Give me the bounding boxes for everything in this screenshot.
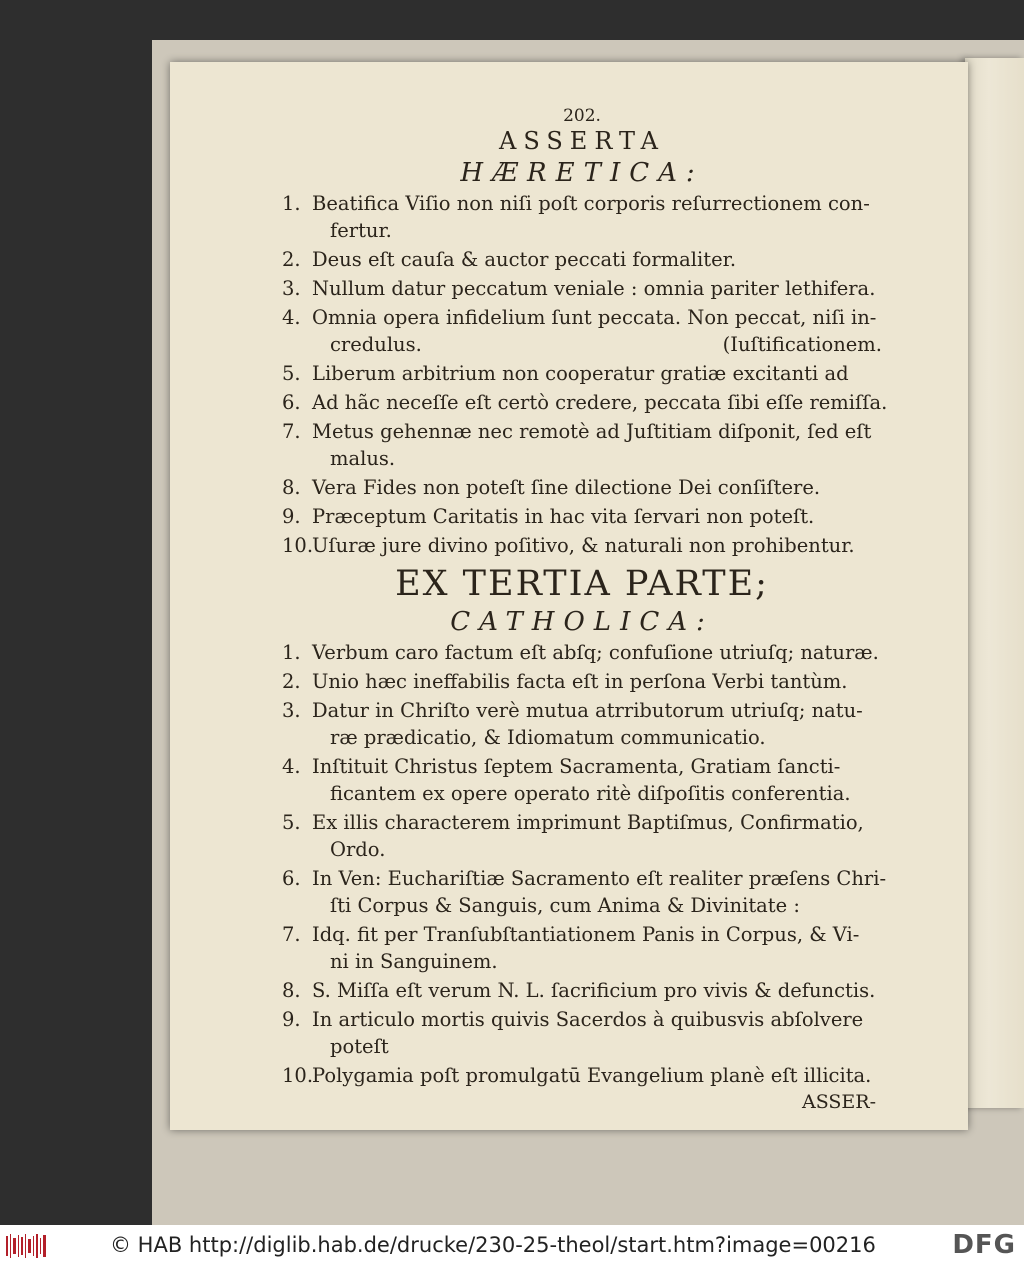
item-number: 3. bbox=[282, 699, 301, 722]
book-page bbox=[170, 62, 968, 1130]
list-item bbox=[282, 639, 882, 666]
heretica-list bbox=[282, 190, 888, 559]
item-line: Uſuræ jure divino poſitivo, & naturali non prohibentur. bbox=[312, 534, 855, 557]
item-number: 10. bbox=[282, 1064, 314, 1087]
item-line: In Ven: Euchariſtiæ Sacramento eſt realiter præſens Chri- bbox=[312, 867, 887, 890]
item-line: Ordo. bbox=[330, 838, 386, 861]
list-item bbox=[282, 1062, 882, 1089]
item-line: ficantem ex opere operato ritè diſpoſitis conferentia. bbox=[330, 782, 851, 805]
item-line: malus. bbox=[330, 447, 396, 470]
item-line: Verbum caro factum eſt abſq; confuſione utriuſq; naturæ. bbox=[312, 641, 879, 664]
item-number: 9. bbox=[282, 505, 301, 528]
heading-catholica: CATHOLICA: bbox=[450, 607, 714, 637]
item-number: 7. bbox=[282, 923, 301, 946]
item-line: Beatifica Viſio non niſi poſt corporis reſurrectionem con- bbox=[312, 192, 870, 215]
list-item bbox=[282, 921, 882, 975]
footer-bar bbox=[0, 1225, 1024, 1265]
item-number: 8. bbox=[282, 979, 301, 1002]
item-line-tail: (Iuſtificationem. bbox=[722, 333, 882, 356]
page-number: 202. bbox=[563, 106, 601, 126]
item-number: 2. bbox=[282, 670, 301, 693]
item-line: Liberum arbitrium non cooperatur gratiæ excitanti ad bbox=[312, 362, 849, 385]
list-item bbox=[282, 190, 882, 244]
item-line: Polygamia poſt promulgatū Evangelium planè eſt illicita. bbox=[312, 1064, 872, 1087]
item-line: Vera Fides non poteſt ſine dilectione Dei conſiſtere. bbox=[312, 476, 821, 499]
item-line: credulus. bbox=[330, 333, 422, 356]
item-line: Idq. fit per Tranſubſtantiationem Panis in Corpus, & Vi- bbox=[312, 923, 860, 946]
page-content bbox=[282, 106, 888, 1113]
heading-haeretica: HÆRETICA: bbox=[460, 158, 704, 188]
source-url-text: © HAB http://diglib.hab.de/drucke/230-25-theol/start.htm?image=00216 bbox=[110, 1233, 876, 1257]
list-item bbox=[282, 304, 882, 358]
list-item bbox=[282, 809, 882, 863]
list-item bbox=[282, 865, 887, 919]
item-line: ræ prædicatio, & Idiomatum communicatio. bbox=[330, 726, 766, 749]
item-line: Metus gehennæ nec remotè ad Juſtitiam diſponit, ſed eſt bbox=[312, 420, 872, 443]
item-line: Nullum datur peccatum veniale : omnia pariter lethifera. bbox=[312, 277, 876, 300]
item-line: S. Miſſa eſt verum N. L. ſacrificium pro vivis & defunctis. bbox=[312, 979, 876, 1002]
item-line: Inſtituit Christus ſeptem Sacramenta, Gratiam ſancti- bbox=[312, 755, 841, 778]
item-number: 6. bbox=[282, 391, 301, 414]
item-number: 10. bbox=[282, 534, 314, 557]
list-item bbox=[282, 1006, 882, 1060]
list-item bbox=[282, 977, 882, 1004]
list-item bbox=[282, 532, 882, 559]
list-item bbox=[282, 418, 882, 472]
list-item bbox=[282, 697, 882, 751]
item-number: 5. bbox=[282, 811, 301, 834]
item-number: 1. bbox=[282, 641, 301, 664]
list-item bbox=[282, 474, 882, 501]
item-number: 8. bbox=[282, 476, 301, 499]
item-number: 1. bbox=[282, 192, 301, 215]
item-number: 3. bbox=[282, 277, 301, 300]
item-number: 4. bbox=[282, 306, 301, 329]
heading-ex-tertia-parte: EX TERTIA PARTE; bbox=[395, 564, 769, 604]
list-item bbox=[282, 668, 882, 695]
list-item bbox=[282, 246, 882, 273]
list-item bbox=[282, 360, 882, 387]
item-number: 9. bbox=[282, 1008, 301, 1031]
item-line: Ad hãc neceſſe eſt certò credere, peccata ſibi eſſe remiſſa. bbox=[312, 391, 888, 414]
item-line: fertur. bbox=[330, 219, 392, 242]
facing-page-edge bbox=[965, 58, 1024, 1108]
item-line: Unio hæc ineffabilis facta eſt in perſona Verbi tantùm. bbox=[312, 670, 848, 693]
list-item bbox=[282, 753, 882, 807]
catholica-list bbox=[282, 639, 887, 1089]
item-number: 7. bbox=[282, 420, 301, 443]
item-line: poteſt bbox=[330, 1035, 389, 1058]
list-item bbox=[282, 275, 882, 302]
catchword: ASSER- bbox=[801, 1091, 876, 1113]
item-line: Datur in Chriſto verè mutua atrributorum utriuſq; natu- bbox=[312, 699, 863, 722]
hab-barcode-logo-icon bbox=[6, 1234, 48, 1258]
list-item bbox=[282, 389, 888, 416]
item-line: In articulo mortis quivis Sacerdos à quibusvis abſolvere bbox=[312, 1008, 864, 1031]
dfg-logo: DFG bbox=[952, 1230, 1016, 1260]
heading-asserta: ASSERTA bbox=[499, 127, 665, 155]
list-item bbox=[282, 503, 882, 530]
item-line: Deus eſt cauſa & auctor peccati formaliter. bbox=[312, 248, 737, 271]
item-line: Ex illis characterem imprimunt Baptiſmus, Confirmatio, bbox=[312, 811, 864, 834]
item-line: Præceptum Caritatis in hac vita ſervari non poteſt. bbox=[312, 505, 815, 528]
item-number: 4. bbox=[282, 755, 301, 778]
item-line: Omnia opera infidelium ſunt peccata. Non peccat, niſi in- bbox=[312, 306, 877, 329]
item-line: ſti Corpus & Sanguis, cum Anima & Divinitate : bbox=[330, 894, 800, 917]
item-number: 5. bbox=[282, 362, 301, 385]
item-number: 6. bbox=[282, 867, 301, 890]
item-number: 2. bbox=[282, 248, 301, 271]
item-line: ni in Sanguinem. bbox=[330, 950, 498, 973]
